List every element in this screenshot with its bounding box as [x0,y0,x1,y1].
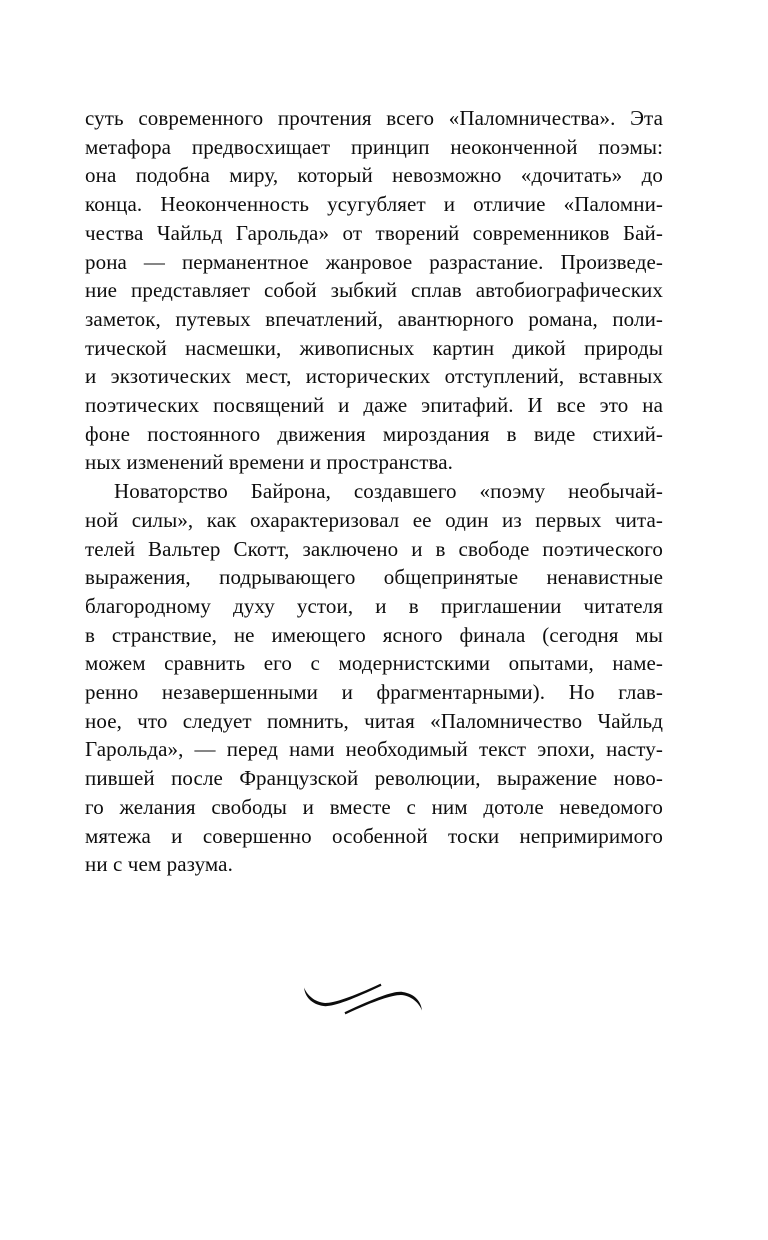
paragraph-end-line: ни с чем разума. [85,852,233,877]
text-line: можем сравнить его с модернистскими опытами, наме- [85,651,663,676]
swash-ornament-icon [297,977,429,1021]
text-line: ренно незавершенными и фрагментарными). Но глав- [85,680,663,705]
text-line: ние представляет собой зыбкий сплав автобиографических [85,278,663,303]
text-line: рона — перманентное жанровое разрастание. Произведе- [85,249,663,274]
text-line: она подобна миру, который невозможно «дочитать» до [85,163,663,188]
text-line: и экзотических мест, исторических отступлений, вставных [85,364,663,389]
text-block [85,104,663,879]
text-line: пившей после Французской революции, выражение ново- [85,766,663,791]
text-line: конца. Неоконченность усугубляет и отличие «Паломни- [85,192,663,217]
text-line: телей Вальтер Скотт, заключено и в свободе поэтического [85,536,663,561]
text-line: выражения, подрывающего общепринятые ненавистные [85,565,663,590]
text-line: тической насмешки, живописных картин дикой природы [85,335,663,360]
text-line: благородному духу устои, и в приглашении читателя [85,593,663,618]
text-line: го желания свободы и вместе с ним дотоле неведомого [85,794,663,819]
text-line: ной силы», как охарактеризовал ее один из первых чита- [85,507,663,532]
text-line: метафора предвосхищает принцип неоконченной поэмы: [85,134,663,159]
text-line: Гарольда», — перед нами необходимый текст эпохи, насту- [85,737,663,762]
text-line: заметок, путевых впечатлений, авантюрного романа, поли- [85,306,663,331]
text-line: поэтических посвящений и даже эпитафий. И все это на [85,393,663,418]
paragraph-end-line: ных изменений времени и пространства. [85,450,454,475]
text-line: фоне постоянного движения мироздания в виде стихий- [85,421,663,446]
paragraph-first-line: Новаторство Байрона, создавшего «поэму необычай- [114,479,663,504]
text-line: суть современного прочтения всего «Паломничества». Эта [85,106,663,130]
text-line: мятежа и совершенно особенной тоски непримиримого [85,823,663,848]
text-line: ное, что следует помнить, читая «Паломничество Чайльд [85,708,663,733]
text-line: в странствие, не имеющего ясного финала (сегодня мы [85,622,663,647]
text-line: чества Чайльд Гарольда» от творений современников Бай- [85,220,663,245]
